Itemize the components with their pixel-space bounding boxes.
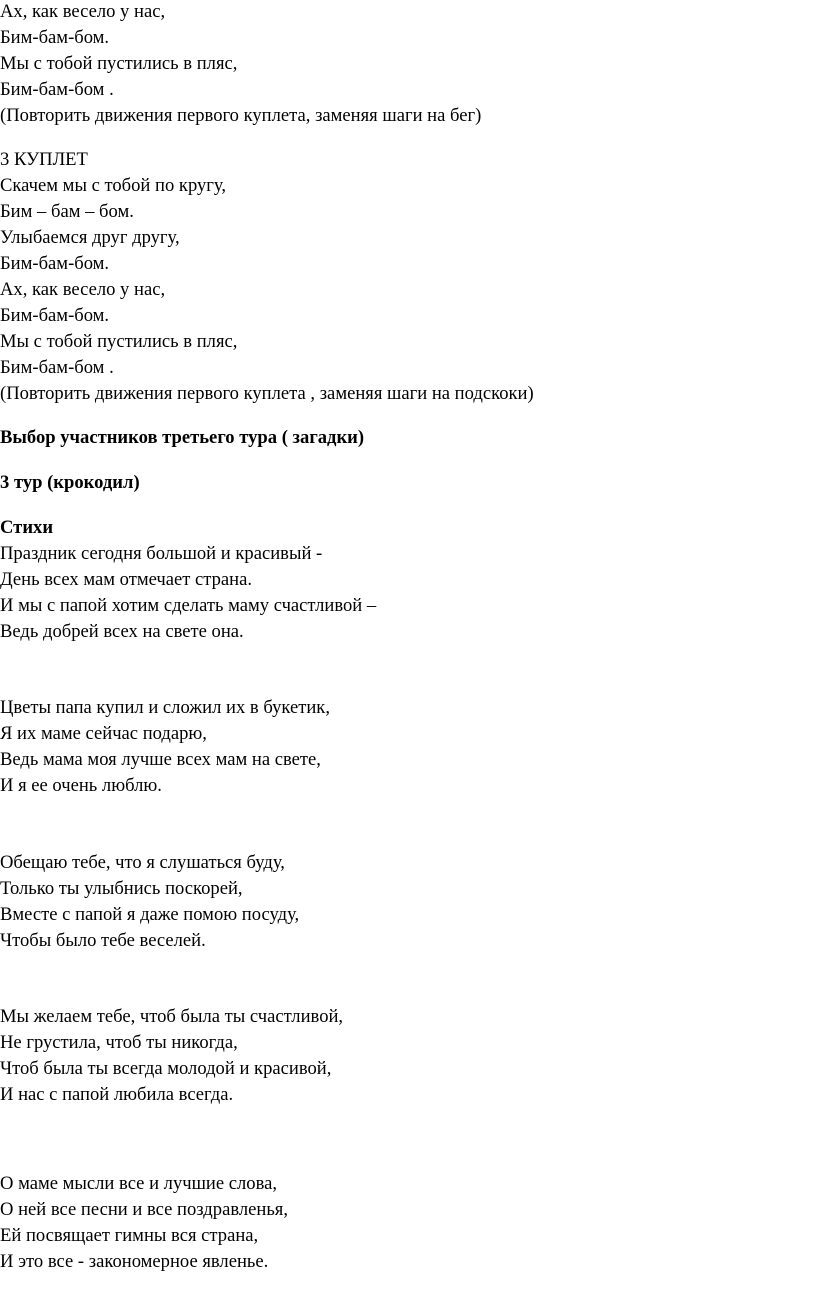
poem-stanza2-line-1: Цветы папа купил и сложил их в букетик, xyxy=(0,697,330,718)
poem-stanza5-line-1: О маме мысли все и лучшие слова, xyxy=(0,1173,278,1194)
poems-heading: Стихи xyxy=(0,517,54,538)
poem-stanza1-line-4: Ведь добрей всех на свете она. xyxy=(0,621,244,642)
poem-stanza2-line-2: Я их маме сейчас подарю, xyxy=(0,723,207,744)
verse2-line-3: Мы с тобой пустились в пляс, xyxy=(0,53,238,74)
verse3-heading: 3 КУПЛЕТ xyxy=(0,149,88,170)
verse3-line-1: Скачем мы с тобой по кругу, xyxy=(0,175,227,196)
verse3-line-5: Ах, как весело у нас, xyxy=(0,279,166,300)
verse2-line-1: Ах, как весело у нас, xyxy=(0,1,166,22)
section-selection-heading: Выбор участников третьего тура ( загадки) xyxy=(0,427,365,448)
verse2-instruction: (Повторить движения первого куплета, заменяя шаги на бег) xyxy=(0,105,482,126)
verse3-line-3: Улыбаемся друг другу, xyxy=(0,227,180,248)
verse3-line-6: Бим-бам-бом. xyxy=(0,305,110,326)
poem-stanza1-line-3: И мы с папой хотим сделать маму счастливой – xyxy=(0,595,377,616)
verse2-line-4: Бим-бам-бом . xyxy=(0,79,114,100)
verse3-line-4: Бим-бам-бом. xyxy=(0,253,110,274)
poem-stanza5-line-4: И это все - закономерное явленье. xyxy=(0,1251,269,1272)
poem-stanza1-line-1: Праздник сегодня большой и красивый - xyxy=(0,543,323,564)
poem-stanza3-line-2: Только ты улыбнись поскорей, xyxy=(0,878,243,899)
poem-stanza4-line-2: Не грустила, чтоб ты никогда, xyxy=(0,1032,238,1053)
poem-stanza2-line-3: Ведь мама моя лучше всех мам на свете, xyxy=(0,749,321,770)
verse3-line-2: Бим – бам – бом. xyxy=(0,201,134,222)
poem-stanza2-line-4: И я ее очень люблю. xyxy=(0,775,162,796)
verse2-line-2: Бим-бам-бом. xyxy=(0,27,110,48)
verse3-line-7: Мы с тобой пустились в пляс, xyxy=(0,331,238,352)
poem-stanza1-line-2: День всех мам отмечает страна. xyxy=(0,569,253,590)
verse3-line-8: Бим-бам-бом . xyxy=(0,357,114,378)
poem-stanza3-line-1: Обещаю тебе, что я слушаться буду, xyxy=(0,852,285,873)
poem-stanza4-line-1: Мы желаем тебе, чтоб была ты счастливой, xyxy=(0,1006,344,1027)
verse3-instruction: (Повторить движения первого куплета , заменяя шаги на подскоки) xyxy=(0,383,534,404)
section-round3-heading: 3 тур (крокодил) xyxy=(0,472,140,493)
poem-stanza5-line-3: Ей посвящает гимны вся страна, xyxy=(0,1225,259,1246)
poem-stanza4-line-3: Чтоб была ты всегда молодой и красивой, xyxy=(0,1058,332,1079)
poem-stanza3-line-4: Чтобы было тебе веселей. xyxy=(0,930,206,951)
poem-stanza3-line-3: Вместе с папой я даже помою посуду, xyxy=(0,904,300,925)
poem-stanza5-line-2: О ней все песни и все поздравленья, xyxy=(0,1199,289,1220)
poem-stanza4-line-4: И нас с папой любила всегда. xyxy=(0,1084,234,1105)
